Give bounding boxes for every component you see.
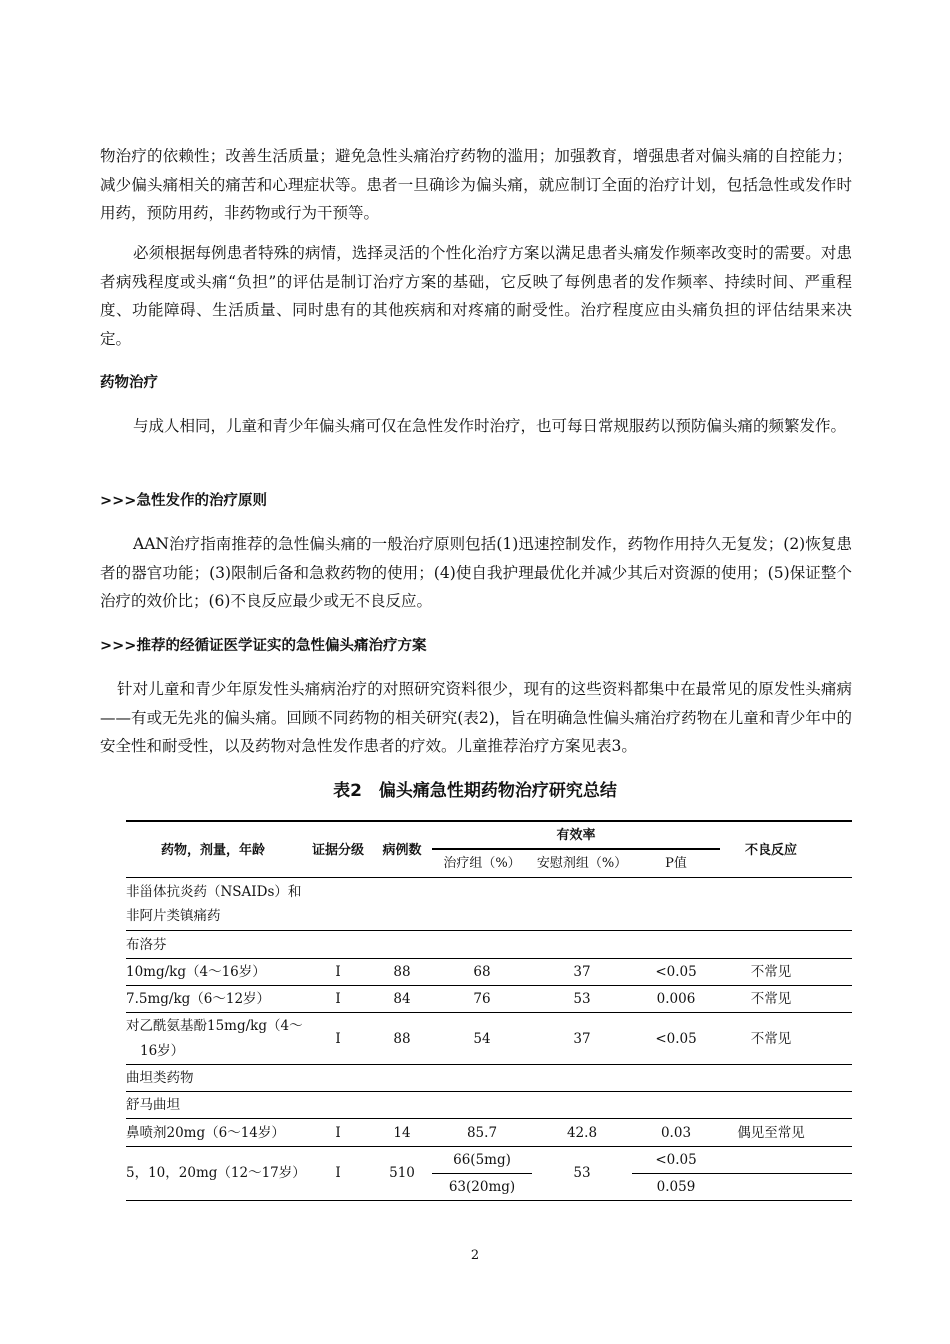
page-number: 2	[470, 1248, 480, 1263]
paragraph-goals: 物治疗的依赖性；改善生活质量；避免急性头痛治疗药物的滥用；加强教育，增强患者对偏头痛的自控能力；减少偏头痛相关的痛苦和心理症状等。患者一旦确诊为偏头痛，就应制订全面的治疗计划，包括急性或发作时用药，预防用药，非药物或行为干预等。	[100, 147, 852, 222]
row-rule	[126, 1064, 852, 1065]
table-top-rule	[126, 820, 852, 822]
cell-drug: 10mg/kg（4～16岁）	[126, 964, 266, 980]
header-evidence: 证据分级	[311, 843, 364, 858]
heading-evidence-based: >>>推荐的经循证医学证实的急性偏头痛治疗方案	[100, 638, 427, 654]
cell-treatment: 54	[473, 1031, 491, 1047]
header-adverse: 不良反应	[744, 843, 797, 858]
cell-treatment: 76	[473, 991, 491, 1007]
header-treatment: 治疗组（%）	[443, 856, 521, 871]
table-header-rule	[126, 877, 852, 878]
cell-adverse: 不常见	[750, 1031, 792, 1047]
cell-treatment: 85.7	[466, 1125, 498, 1141]
subgroup-ibuprofen: 布洛芬	[126, 937, 167, 953]
subgroup-sumatriptan: 舒马曲坦	[126, 1097, 180, 1113]
cell-treatment: 68	[473, 964, 491, 980]
row-rule	[126, 958, 852, 959]
row-rule	[126, 1146, 852, 1147]
cell-p-value: <0.05	[655, 964, 697, 980]
header-efficacy: 有效率	[556, 828, 596, 843]
cell-drug-line1: 对乙酰氨基酚15mg/kg（4～	[126, 1018, 303, 1034]
cell-cases: 88	[393, 964, 411, 980]
split-rule	[432, 1173, 532, 1174]
cell-cases: 88	[393, 1031, 411, 1047]
cell-evidence: I	[335, 1125, 341, 1141]
cell-adverse: 不常见	[750, 964, 792, 980]
cell-drug-line2: 16岁）	[140, 1043, 185, 1059]
cell-evidence: I	[335, 964, 341, 980]
row-rule	[126, 1012, 852, 1013]
group-triptans: 曲坦类药物	[126, 1070, 194, 1086]
cell-p-value: 0.006	[656, 991, 696, 1007]
cell-p-value-a: <0.05	[655, 1152, 697, 1168]
cell-treatment-5mg: 66(5mg)	[453, 1152, 511, 1168]
paragraph-evidence-based: 针对儿童和青少年原发性头痛病治疗的对照研究资料很少，现有的这些资料都集中在最常见的原发性头痛病——有或无先兆的偏头痛。回顾不同药物的相关研究(表2)，旨在明确急性偏头痛治疗药物在儿童和青少年中的安全性和耐受性，以及药物对急性发作患者的疗效。儿童推荐治疗方案见表3。	[100, 680, 852, 755]
cell-p-value: 0.03	[660, 1125, 692, 1141]
cell-cases: 84	[393, 991, 411, 1007]
header-p-value: P值	[665, 856, 687, 871]
cell-drug: 7.5mg/kg（6～12岁）	[126, 991, 271, 1007]
cell-drug: 5，10，20mg（12～17岁）	[126, 1165, 306, 1181]
cell-placebo: 53	[573, 1165, 591, 1181]
cell-evidence: I	[335, 1031, 341, 1047]
paragraph-individualized: 必须根据每例患者特殊的病情，选择灵活的个性化治疗方案以满足患者头痛发作频率改变时的需要。对患者病残程度或头痛“负担”的评估是制订治疗方案的基础，它反映了每例患者的发作频率、持续时间、严重程度、功能障碍、生活质量、同时患有的其他疾病和对疼痛的耐受性。治疗程度应由头痛负担的评估结果来决定。	[100, 244, 852, 348]
header-drug: 药物，剂量，年龄	[160, 843, 265, 858]
cell-evidence: I	[335, 991, 341, 1007]
cell-cases: 14	[393, 1125, 411, 1141]
cell-placebo: 53	[573, 991, 591, 1007]
cell-evidence: I	[335, 1165, 341, 1181]
heading-acute-principles: >>>急性发作的治疗原则	[100, 493, 267, 509]
row-rule	[126, 1118, 852, 1119]
paragraph-drug-therapy: 与成人相同，儿童和青少年偏头痛可仅在急性发作时治疗，也可每日常规服药以预防偏头痛的频繁发作。	[133, 417, 847, 435]
cell-adverse: 偶见至常见	[737, 1125, 805, 1141]
table-bottom-rule	[126, 1200, 852, 1201]
row-rule	[126, 930, 852, 931]
cell-placebo: 37	[573, 1031, 591, 1047]
cell-adverse: 不常见	[750, 991, 792, 1007]
cell-drug: 鼻喷剂20mg（6～14岁）	[126, 1125, 285, 1141]
cell-placebo: 37	[573, 964, 591, 980]
heading-drug-therapy: 药物治疗	[100, 375, 158, 391]
table-title: 表2 偏头痛急性期药物治疗研究总结	[333, 781, 617, 801]
cell-p-value: <0.05	[655, 1031, 697, 1047]
cell-placebo: 42.8	[566, 1125, 598, 1141]
cell-p-value-b: 0.059	[656, 1179, 696, 1195]
group-nsaids-line1: 非甾体抗炎药（NSAIDs）和	[126, 884, 302, 900]
row-rule	[126, 985, 852, 986]
cell-cases: 510	[389, 1165, 415, 1181]
cell-treatment-20mg: 63(20mg)	[448, 1179, 516, 1195]
efficacy-rule	[432, 848, 720, 850]
group-nsaids-line2: 非阿片类镇痛药	[126, 908, 221, 924]
paragraph-acute-principles: AAN治疗指南推荐的急性偏头痛的一般治疗原则包括(1)迅速控制发作，药物作用持久无复发；(2)恢复患者的器官功能；(3)限制后备和急救药物的使用；(4)使自我护理最优化并减少其后对资源的使用；(5)保证整个治疗的效价比；(6)不良反应最少或无不良反应。	[100, 535, 852, 610]
row-rule	[126, 1091, 852, 1092]
split-rule	[632, 1173, 852, 1174]
header-placebo: 安慰剂组（%）	[536, 856, 628, 871]
header-cases: 病例数	[382, 843, 422, 858]
